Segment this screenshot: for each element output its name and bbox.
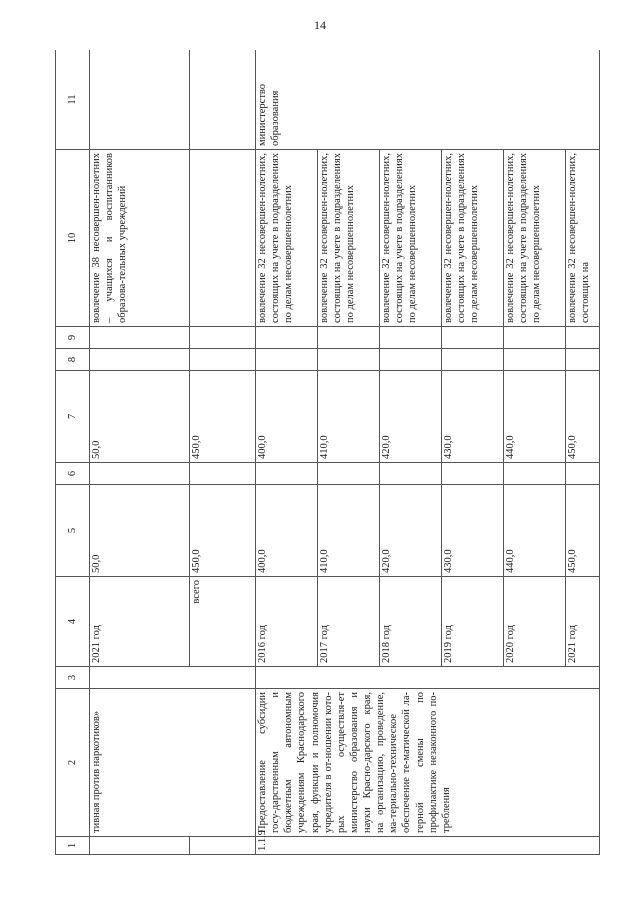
federal-amount	[504, 463, 566, 485]
col-header-5: 5	[56, 485, 90, 577]
col-header-2: 2	[56, 689, 90, 837]
total-amount: 410,0	[318, 485, 380, 577]
col-header-3: 3	[56, 667, 90, 689]
col-header-6: 6	[56, 463, 90, 485]
year-cell: 2021 год	[90, 577, 190, 667]
federal-amount	[256, 463, 318, 485]
result-text: вовлечение 38 несовершен-нолетних – учащихся и воспитанников образова-тельных учреждений	[90, 150, 190, 327]
total-amount: 450,0	[566, 485, 600, 577]
other-amount	[566, 327, 600, 349]
other-amount	[318, 327, 380, 349]
col-header-9: 9	[56, 327, 90, 349]
federal-amount	[190, 463, 256, 485]
result-text: вовлечение 32 несовершен-нолетних, состоящих на учете в подразделениях по делам несовершеннолетних	[504, 150, 566, 327]
total-amount: 450,0	[190, 485, 256, 577]
measure-name: Предоставление субсидии госу-дарственным и бюджетным автономным учреждениям Краснодарского края, функции и полномочия учредителя в от-ношении кото-рых осуществля-ет министерство образования и науки Красно-дарского края, на организацию, проведение, ма-териально-техническое обеспечение те-матической ла-герной смены по профилактике незаконного по-требления	[256, 689, 600, 837]
regional-amount: 420,0	[380, 371, 442, 463]
col-header-4: 4	[56, 577, 90, 667]
result-text	[190, 150, 256, 327]
col-header-8: 8	[56, 349, 90, 371]
local-amount	[442, 349, 504, 371]
other-amount	[256, 327, 318, 349]
rotated-table-container	[55, 50, 600, 855]
regional-amount: 400,0	[256, 371, 318, 463]
other-amount	[442, 327, 504, 349]
result-text: вовлечение 32 несовершен-нолетних, состоящих на учете в подразделениях по делам несовершеннолетних	[318, 150, 380, 327]
year-cell: 2016 год	[256, 577, 318, 667]
column-number-row	[56, 50, 90, 855]
regional-amount: 410,0	[318, 371, 380, 463]
year-cell: 2018 год	[380, 577, 442, 667]
col-header-1: 1	[56, 837, 90, 855]
regional-amount: 450,0	[566, 371, 600, 463]
col-header-10: 10	[56, 150, 90, 327]
measure-name: тивная против наркотиков»	[90, 689, 256, 837]
year-cell: 2021 год	[566, 577, 600, 667]
row-number	[190, 837, 256, 855]
local-amount	[380, 349, 442, 371]
result-text: вовлечение 32 несовершен-нолетних, состоящих на учете в подразделениях по делам несовершеннолетних	[256, 150, 318, 327]
regional-amount: 430,0	[442, 371, 504, 463]
responsible-cell: министерство образования	[256, 50, 600, 150]
federal-amount	[380, 463, 442, 485]
local-amount	[566, 349, 600, 371]
federal-amount	[566, 463, 600, 485]
local-amount	[190, 349, 256, 371]
table-row	[256, 50, 318, 855]
year-cell: 2020 год	[504, 577, 566, 667]
program-table	[55, 50, 600, 855]
table-row	[90, 50, 190, 855]
col-header-7: 7	[56, 371, 90, 463]
federal-amount	[90, 463, 190, 485]
local-amount	[256, 349, 318, 371]
total-amount: 440,0	[504, 485, 566, 577]
row-number	[90, 837, 190, 855]
source-cell	[256, 667, 600, 689]
other-amount	[190, 327, 256, 349]
table-viewport	[55, 50, 600, 855]
year-cell: 2017 год	[318, 577, 380, 667]
result-text: вовлечение 32 несовершен-нолетних, состоящих на учете в подразделениях по делам несовершеннолетних	[442, 150, 504, 327]
col-header-11: 11	[56, 50, 90, 150]
year-cell: 2019 год	[442, 577, 504, 667]
total-amount: 50,0	[90, 485, 190, 577]
row-number: 1.1.9	[256, 837, 600, 855]
result-text: вовлечение 32 несовершен-нолетних, состоящих на	[566, 150, 600, 327]
regional-amount: 450,0	[190, 371, 256, 463]
year-cell: всего	[190, 577, 256, 667]
other-amount	[504, 327, 566, 349]
regional-amount: 50,0	[90, 371, 190, 463]
federal-amount	[318, 463, 380, 485]
responsible-cell	[90, 50, 190, 150]
total-amount: 400,0	[256, 485, 318, 577]
other-amount	[90, 327, 190, 349]
source-cell	[90, 667, 256, 689]
responsible-cell	[190, 50, 256, 150]
other-amount	[380, 327, 442, 349]
total-amount: 420,0	[380, 485, 442, 577]
regional-amount: 440,0	[504, 371, 566, 463]
total-amount: 430,0	[442, 485, 504, 577]
local-amount	[318, 349, 380, 371]
federal-amount	[442, 463, 504, 485]
local-amount	[504, 349, 566, 371]
result-text: вовлечение 32 несовершен-нолетних, состоящих на учете в подразделениях по делам несовершеннолетних	[380, 150, 442, 327]
page-number: 14	[314, 18, 326, 32]
local-amount	[90, 349, 190, 371]
